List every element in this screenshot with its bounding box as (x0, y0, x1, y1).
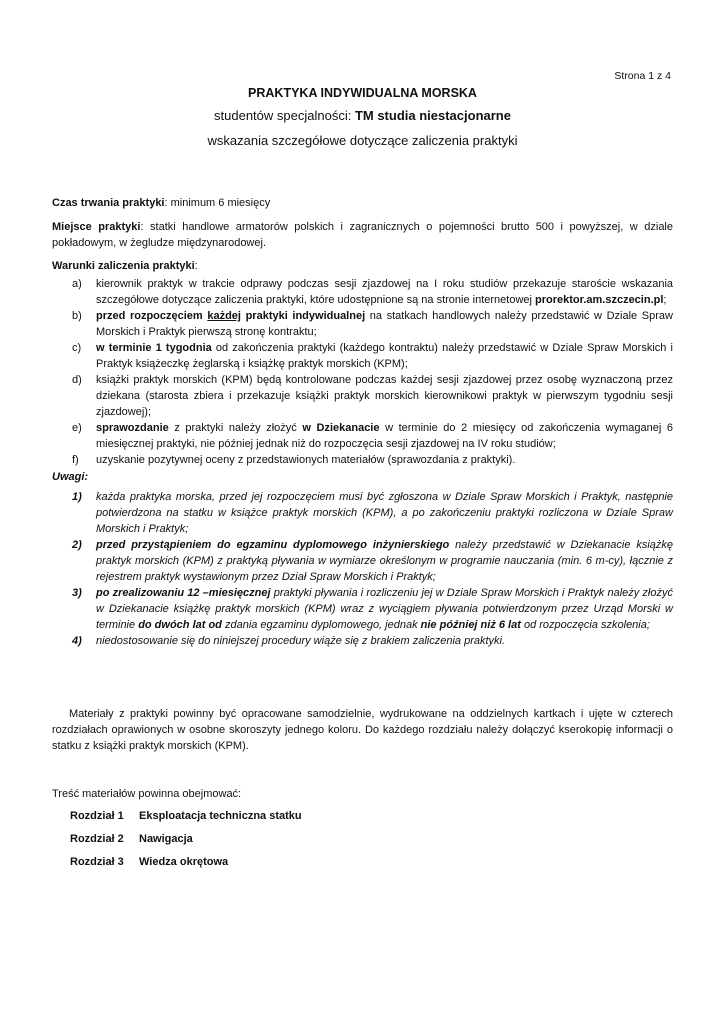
condition-text: książki praktyk morskich (KPM) będą kontrolowane podczas każdej sesji zjazdowej przez osobę wyznaczoną przez dziekana (starosta zbiera i przekazuje książki praktyk morskich kierownikowi praktyk w pierwszym tygodniu sesji zjazdowej); (96, 374, 673, 418)
subtitle-prefix: studentów specjalności: (214, 108, 355, 123)
condition-bold: sprawozdanie (96, 422, 169, 434)
condition-bold: w terminie 1 tygodnia (96, 342, 212, 354)
remark-bold: po zrealizowaniu 12 –miesięcznej (96, 587, 271, 599)
remark-text: od rozpoczęcia szkolenia; (520, 619, 650, 631)
subtitle-specialty: TM studia niestacjonarne (354, 108, 511, 123)
condition-text: na statkach handlowych należy przedstawić w Dziale Spraw Morskich i Praktyk pierwszą stronę kontraktu; (96, 310, 673, 338)
chapter-row (70, 856, 228, 868)
list-marker: b) (72, 310, 82, 322)
remarks-heading: Uwagi: (52, 471, 89, 483)
chapter-number: Rozdział 2 (70, 833, 124, 845)
remark-text: zdania egzaminu dyplomowego, jednak (221, 619, 421, 631)
duration-label: Czas trwania praktyki (52, 197, 165, 209)
duration-value: : minimum 6 miesięcy (164, 197, 271, 209)
remark-item-4 (52, 633, 673, 649)
website-link: prorektor.am.szczecin.pl (535, 294, 664, 306)
remark-bold: do dwóch lat od (138, 619, 222, 631)
remark-text: praktyki pływania i rozliczeniu jej w Dziale Spraw Morskich i Praktyk należy złożyć w Dziekanacie książkę praktyk morskich (KPM) wraz z wyciągiem pływania potwierdzonym przez Urząd Morski w terminie (96, 587, 673, 631)
chapter-title: Eksploatacja techniczna statku (139, 810, 302, 822)
document-title: PRAKTYKA INDYWIDUALNA MORSKA (248, 86, 477, 100)
chapter-row (70, 833, 193, 845)
list-marker: d) (72, 374, 82, 386)
condition-text: z praktyki należy złożyć (168, 422, 303, 434)
duration-line (52, 195, 673, 211)
list-marker: 2) (72, 539, 82, 551)
place-label: Miejsce praktyki (52, 221, 141, 233)
conditions-colon: : (194, 260, 198, 272)
condition-item-b (52, 308, 673, 340)
document-body (52, 195, 673, 649)
remarks-list (52, 489, 673, 649)
conditions-label: Warunki zaliczenia praktyki (52, 260, 195, 272)
condition-underlined: każdej (207, 310, 241, 322)
condition-bold: w Dziekanacie (302, 422, 380, 434)
condition-text: od zakończenia praktyki (każdego kontraktu) należy przedstawić w Dziale Spraw Morskich i Praktyk książeczkę żeglarską i książkę praktyk morskich (KPM); (96, 342, 673, 370)
page-number: Strona 1 z 4 (614, 70, 671, 82)
list-marker: e) (72, 422, 82, 434)
list-marker: 3) (72, 587, 82, 599)
content-label: Treść materiałów powinna obejmować: (52, 788, 242, 800)
remark-item-1 (52, 489, 673, 537)
document-subtitle (0, 108, 725, 123)
condition-bold: praktyki indywidualnej (240, 310, 366, 322)
remark-text: należy przedstawić w Dziekanacie książkę praktyk morskich (KPM) z praktyką pływania w wymiarze określonym w programie nauczania (min. 6 m-cy), łącznie z rejestrem praktyk wystawionym przez Dział Spraw Morskich i Praktyk; (96, 539, 673, 583)
chapter-number: Rozdział 1 (70, 810, 124, 822)
condition-item-c (52, 340, 673, 372)
conditions-heading (52, 258, 673, 274)
remark-item-2 (52, 537, 673, 585)
conditions-list (52, 276, 673, 468)
list-marker: 4) (72, 635, 82, 647)
condition-bold: przed rozpoczęciem (96, 310, 208, 322)
condition-text: uzyskanie pozytywnej oceny z przedstawionych materiałów (sprawozdania z praktyki). (96, 454, 516, 466)
condition-item-f (52, 452, 673, 468)
remark-text: niedostosowanie się do niniejszej procedury wiąże się z brakiem zaliczenia praktyki. (96, 635, 506, 647)
document-subtitle-2: wskazania szczegółowe dotyczące zaliczenia praktyki (207, 133, 518, 148)
condition-item-e (52, 420, 673, 452)
list-marker: 1) (72, 491, 82, 503)
list-marker: f) (72, 454, 79, 466)
place-value: : statki handlowe armatorów polskich i zagranicznych o pojemności brutto 500 i powyższej, w dziale pokładowym, w żegludze międzynarodowej. (52, 221, 673, 249)
chapter-title: Nawigacja (139, 833, 193, 845)
remark-text: każda praktyka morska, przed jej rozpoczęciem musi być zgłoszona w Dziale Spraw Morskich i Praktyk, następnie potwierdzona na statku w książce praktyk morskich (KPM), a po zakończeniu praktyki rozliczona w Dziale Spraw Morskich i Praktyk; (96, 491, 673, 535)
remark-item-3 (52, 585, 673, 633)
condition-end: ; (663, 294, 667, 306)
remark-bold: nie później niż 6 lat (420, 619, 521, 631)
condition-item-a (52, 276, 673, 308)
condition-item-d (52, 372, 673, 420)
chapter-number: Rozdział 3 (70, 856, 124, 868)
list-marker: c) (72, 342, 82, 354)
materials-paragraph: Materiały z praktyki powinny być opracowane samodzielnie, wydrukowane na oddzielnych kartkach i ujęte w czterech rozdziałach oprawionych w osobne skoroszyty jednego koloru. Do każdego rozdziału należy dołączyć kserokopię informacji o statku z książki praktyk morskich (KPM). (52, 708, 673, 752)
chapter-title: Wiedza okrętowa (139, 856, 229, 868)
remark-bold: przed przystąpieniem do egzaminu dyplomowego inżynierskiego (96, 539, 450, 551)
condition-text: kierownik praktyk w trakcie odprawy podczas sesji zjazdowej na I roku studiów przekazuje staroście wskazania szczegółowe dotyczące zaliczenia praktyki, które udostępnione są na stronie internetowej (96, 278, 673, 306)
chapter-row (70, 810, 302, 822)
place-paragraph (52, 219, 673, 251)
list-marker: a) (72, 278, 82, 290)
condition-text: w terminie do 2 miesięcy od zakończenia wymaganej 6 miesięcznej praktyki, nie później jednak niż do rozpoczęcia sesji zjazdowej na IV roku studiów; (96, 422, 674, 450)
